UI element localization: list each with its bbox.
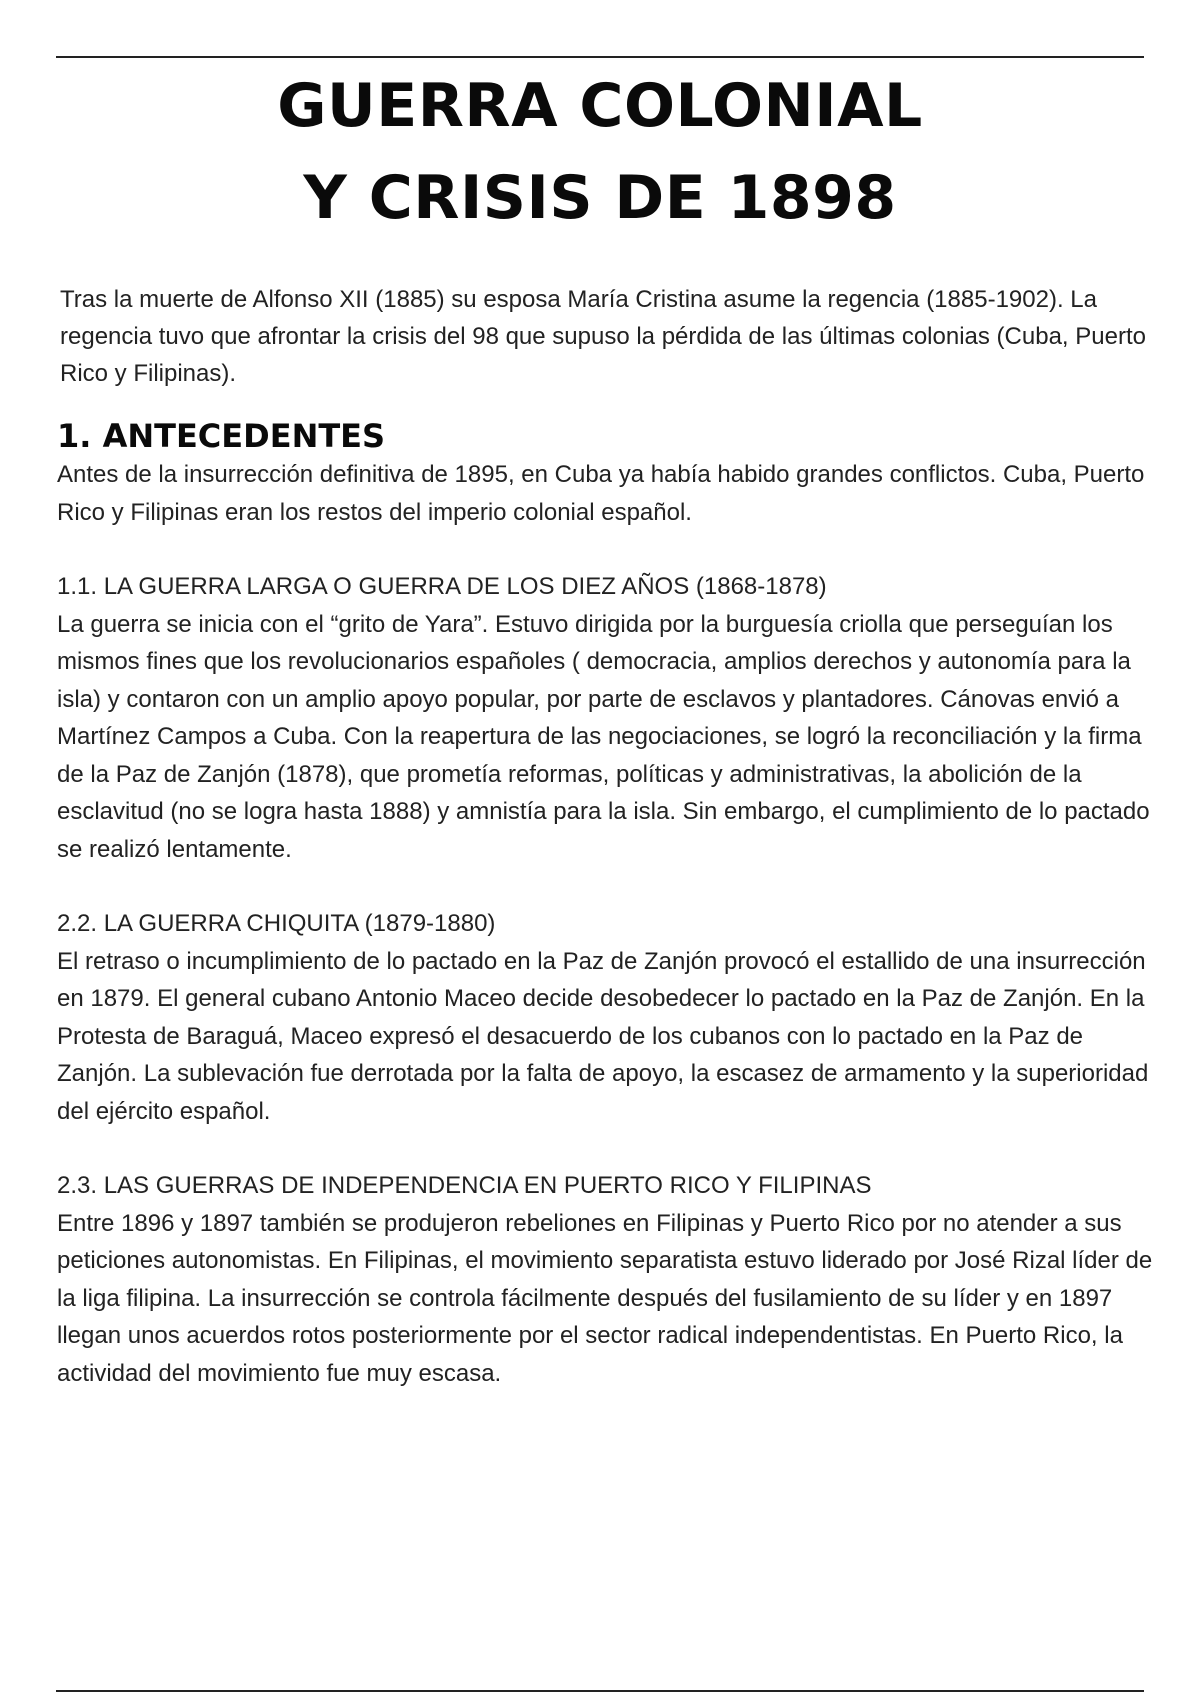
section-paragraph-antecedentes: Antes de la insurrección definitiva de 1895, en Cuba ya había habido grandes conflictos. Cuba, Puerto Rico y Filipinas eran los restos del imperio colonial español. [57, 461, 1145, 526]
subsection-heading: 1.1. LA GUERRA LARGA O GUERRA DE LOS DIEZ AÑOS (1868-1878) [57, 573, 827, 600]
intro-paragraph: Tras la muerte de Alfonso XII (1885) su esposa María Cristina asume la regencia (1885-1902). La regencia tuvo que afrontar la crisis del 98 que supuso la pérdida de las últimas colonias (Cuba, Puerto Rico y Filipinas). [60, 286, 1146, 387]
subsection-paragraph: El retraso o incumplimiento de lo pactado en la Paz de Zanjón provocó el estallido de una insurrección en 1879. El general cubano Antonio Maceo decide desobedecer lo pactado en la Paz de Zanjón. En la Protesta de Baraguá, Maceo expresó el desacuerdo de los cubanos con lo pactado en la Paz de Zanjón. La sublevación fue derrotada por la falta de apoyo, la escasez de armamento y la superioridad del ejército español. [57, 947, 1149, 1125]
subsection-heading: 2.3. LAS GUERRAS DE INDEPENDENCIA EN PUERTO RICO Y FILIPINAS [57, 1172, 872, 1199]
document-body [57, 281, 1157, 1392]
subsection-guerra-chiquita [57, 905, 1157, 1130]
subsection-paragraph: La guerra se inicia con el “grito de Yara”. Estuvo dirigida por la burguesía criolla que perseguían los mismos fines que los revolucionarios españoles ( democracia, amplios derechos y autonomía para la isla) y contaron con un amplio apoyo popular, por parte de esclavos y plantadores. Cánovas envió a Martínez Campos a Cuba. Con la reapertura de las negociaciones, se logró la reconciliación y la firma de la Paz de Zanjón (1878), que prometía reformas, políticas y administrativas, la abolición de la esclavitud (no se logra hasta 1888) y amnistía para la isla. Sin embargo, el cumplimiento de lo pactado se realizó lentamente. [57, 610, 1150, 863]
top-rule [56, 56, 1144, 58]
page-title [0, 60, 1200, 244]
subsection-heading: 2.2. LA GUERRA CHIQUITA (1879-1880) [57, 910, 496, 937]
section-heading-antecedentes: 1. ANTECEDENTES [57, 417, 386, 455]
subsection-puerto-rico-filipinas [57, 1167, 1157, 1392]
subsection-paragraph: Entre 1896 y 1897 también se produjeron rebeliones en Filipinas y Puerto Rico por no atender a sus peticiones autonomistas. En Filipinas, el movimiento separatista estuvo liderado por José Rizal líder de la liga filipina. La insurrección se controla fácilmente después del fusilamiento de su líder y en 1897 llegan unos acuerdos rotos posteriormente por el sector radical independentistas. En Puerto Rico, la actividad del movimiento fue muy escasa. [57, 1209, 1153, 1387]
title-line-2: Y CRISIS DE 1898 [303, 163, 897, 233]
title-line-1: GUERRA COLONIAL [277, 71, 923, 141]
bottom-rule [56, 1690, 1144, 1692]
subsection-guerra-larga [57, 568, 1157, 868]
